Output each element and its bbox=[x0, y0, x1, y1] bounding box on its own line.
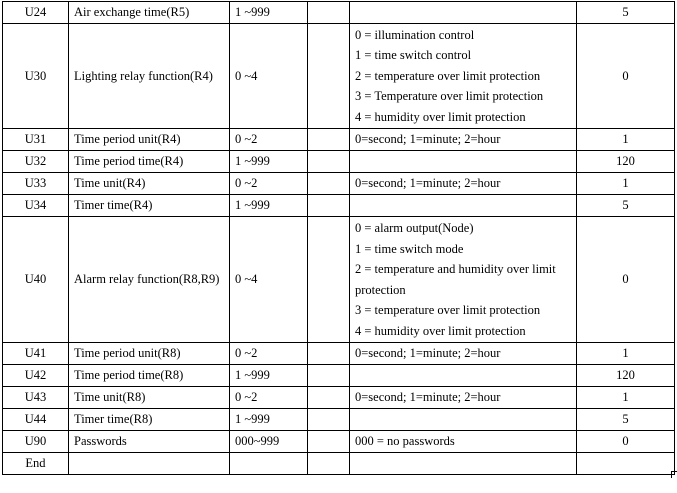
param-range: 0 ~2 bbox=[230, 173, 308, 195]
param-default: 0 bbox=[577, 217, 675, 343]
param-code: U24 bbox=[3, 2, 69, 24]
param-default: 0 bbox=[577, 431, 675, 453]
param-range: 0 ~4 bbox=[230, 24, 308, 129]
param-default: 1 bbox=[577, 173, 675, 195]
param-description bbox=[350, 24, 577, 129]
param-name: Time unit(R4) bbox=[69, 173, 230, 195]
param-name: Time period time(R4) bbox=[69, 151, 230, 173]
param-description bbox=[350, 2, 577, 24]
description-line: 000 = no passwords bbox=[355, 434, 455, 449]
param-description bbox=[350, 343, 577, 365]
param-name: Air exchange time(R5) bbox=[69, 2, 230, 24]
parameter-table bbox=[2, 1, 675, 475]
description-line: 1 = time switch control bbox=[355, 48, 472, 63]
description-line: 0=second; 1=minute; 2=hour bbox=[355, 132, 501, 147]
param-code: U40 bbox=[3, 217, 69, 343]
param-default bbox=[577, 453, 675, 475]
param-blank bbox=[308, 387, 350, 409]
table-row bbox=[3, 387, 675, 409]
param-blank bbox=[308, 151, 350, 173]
param-blank bbox=[308, 217, 350, 343]
param-blank bbox=[308, 453, 350, 475]
param-range: 000~999 bbox=[230, 431, 308, 453]
description-line: 3 = Temperature over limit protection bbox=[355, 89, 544, 104]
param-range: 0 ~2 bbox=[230, 387, 308, 409]
param-description bbox=[350, 409, 577, 431]
param-description bbox=[350, 217, 577, 343]
param-range bbox=[230, 453, 308, 475]
param-code: U44 bbox=[3, 409, 69, 431]
table-row bbox=[3, 24, 675, 129]
description-line: 1 = time switch mode bbox=[355, 241, 464, 256]
table-row bbox=[3, 2, 675, 24]
table-row bbox=[3, 129, 675, 151]
param-description bbox=[350, 387, 577, 409]
table-row bbox=[3, 431, 675, 453]
param-name: Timer time(R4) bbox=[69, 195, 230, 217]
param-name: Time unit(R8) bbox=[69, 387, 230, 409]
param-code: U30 bbox=[3, 24, 69, 129]
param-range: 1 ~999 bbox=[230, 409, 308, 431]
param-description bbox=[350, 173, 577, 195]
param-blank bbox=[308, 409, 350, 431]
param-code: U90 bbox=[3, 431, 69, 453]
description-line: 2 = temperature over limit protection bbox=[355, 68, 541, 83]
param-description bbox=[350, 431, 577, 453]
param-range: 0 ~4 bbox=[230, 217, 308, 343]
param-code: U32 bbox=[3, 151, 69, 173]
param-default: 0 bbox=[577, 24, 675, 129]
description-line: 0=second; 1=minute; 2=hour bbox=[355, 390, 501, 405]
corner-mark bbox=[671, 471, 677, 478]
param-name bbox=[69, 453, 230, 475]
param-default: 5 bbox=[577, 409, 675, 431]
param-blank bbox=[308, 195, 350, 217]
param-code: U34 bbox=[3, 195, 69, 217]
table-row bbox=[3, 195, 675, 217]
description-line: 0 = alarm output(Node) bbox=[355, 221, 474, 235]
param-default: 1 bbox=[577, 343, 675, 365]
table-row bbox=[3, 409, 675, 431]
param-description bbox=[350, 365, 577, 387]
description-line: 4 = humidity over limit protection bbox=[355, 109, 526, 124]
param-description bbox=[350, 129, 577, 151]
table-row bbox=[3, 151, 675, 173]
param-code: End bbox=[3, 453, 69, 475]
param-blank bbox=[308, 24, 350, 129]
param-description bbox=[350, 151, 577, 173]
param-blank bbox=[308, 173, 350, 195]
table-row bbox=[3, 365, 675, 387]
param-blank bbox=[308, 129, 350, 151]
table-row bbox=[3, 453, 675, 475]
param-name: Timer time(R8) bbox=[69, 409, 230, 431]
param-default: 120 bbox=[577, 365, 675, 387]
param-default: 1 bbox=[577, 129, 675, 151]
param-default: 1 bbox=[577, 387, 675, 409]
param-range: 1 ~999 bbox=[230, 2, 308, 24]
description-line: 0 = illumination control bbox=[355, 27, 475, 42]
param-code: U42 bbox=[3, 365, 69, 387]
description-line: 3 = temperature over limit protection bbox=[355, 303, 541, 317]
param-range: 1 ~999 bbox=[230, 151, 308, 173]
description-line: 2 = temperature and humidity over limit protection bbox=[355, 262, 556, 297]
table-row bbox=[3, 343, 675, 365]
table-row bbox=[3, 173, 675, 195]
param-name: Time period time(R8) bbox=[69, 365, 230, 387]
param-blank bbox=[308, 2, 350, 24]
param-name: Lighting relay function(R4) bbox=[69, 24, 230, 129]
param-name: Passwords bbox=[69, 431, 230, 453]
param-blank bbox=[308, 343, 350, 365]
description-line: 0=second; 1=minute; 2=hour bbox=[355, 346, 501, 361]
param-description bbox=[350, 195, 577, 217]
param-name: Alarm relay function(R8,R9) bbox=[69, 217, 230, 343]
param-code: U41 bbox=[3, 343, 69, 365]
table-row bbox=[3, 217, 675, 343]
param-blank bbox=[308, 365, 350, 387]
param-default: 120 bbox=[577, 151, 675, 173]
param-range: 1 ~999 bbox=[230, 195, 308, 217]
param-blank bbox=[308, 431, 350, 453]
param-name: Time period unit(R4) bbox=[69, 129, 230, 151]
param-range: 0 ~2 bbox=[230, 343, 308, 365]
param-code: U31 bbox=[3, 129, 69, 151]
description-line: 0=second; 1=minute; 2=hour bbox=[355, 176, 501, 191]
param-name: Time period unit(R8) bbox=[69, 343, 230, 365]
param-description bbox=[350, 453, 577, 475]
parameter-table-body bbox=[3, 2, 675, 475]
param-code: U33 bbox=[3, 173, 69, 195]
param-default: 5 bbox=[577, 2, 675, 24]
description-line: 4 = humidity over limit protection bbox=[355, 323, 526, 338]
param-code: U43 bbox=[3, 387, 69, 409]
param-range: 0 ~2 bbox=[230, 129, 308, 151]
param-default: 5 bbox=[577, 195, 675, 217]
param-range: 1 ~999 bbox=[230, 365, 308, 387]
